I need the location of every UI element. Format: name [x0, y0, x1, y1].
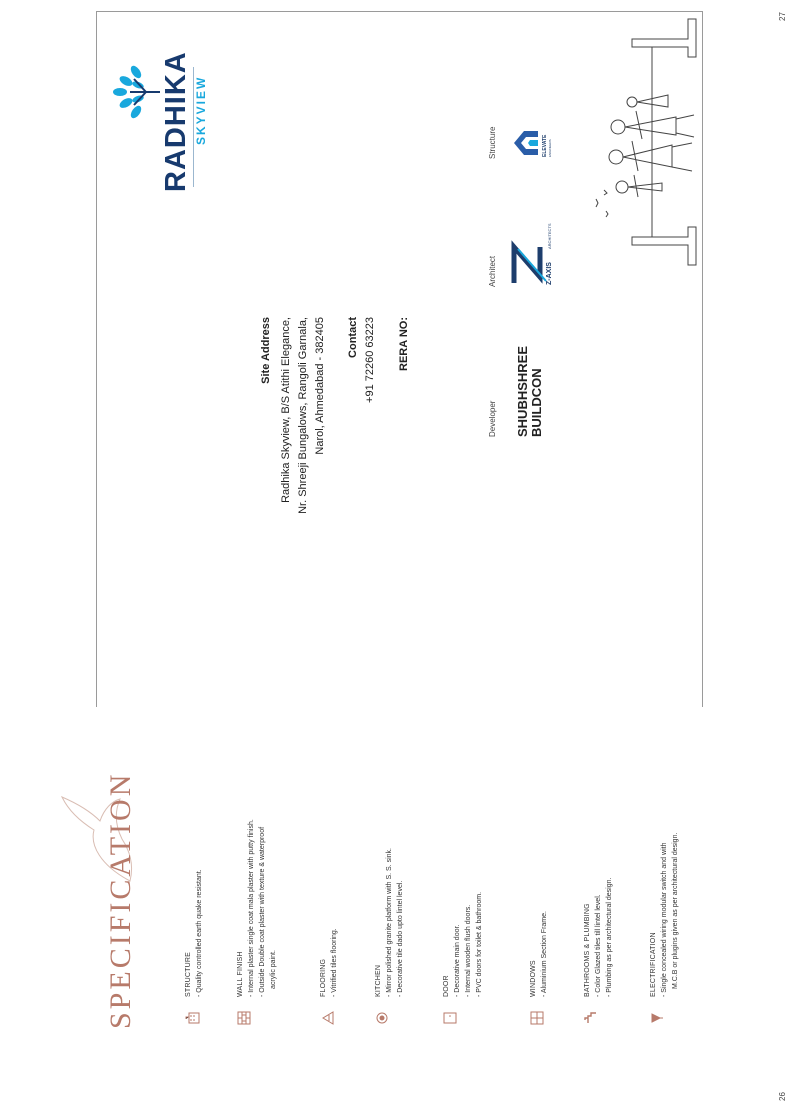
tap-icon	[584, 1011, 598, 1025]
developer-name-line-2: BUILDCON	[529, 368, 544, 437]
spec-heading: FLOORING	[320, 958, 327, 997]
spec-line: - Internal wooden flush doors.	[465, 904, 472, 997]
spec-heading: DOOR	[443, 975, 450, 997]
page-number-right: 27	[777, 12, 787, 21]
family-illustration	[592, 17, 702, 267]
structure-brand-text: ELEVATE	[542, 134, 548, 157]
spec-heading: KITCHEN	[375, 964, 382, 997]
site-address-line-3: Narol, Ahmedabad - 382405	[314, 317, 326, 455]
flooring-icon	[320, 1011, 334, 1025]
developer-label: Developer	[488, 400, 497, 437]
architect-label: Architect	[488, 255, 497, 287]
structure-sub-text: ENGINEERS	[548, 139, 552, 157]
spec-line: - Quality controlled earth quake resistant.	[196, 869, 203, 997]
structure-logo	[510, 109, 552, 159]
spec-heading: STRUCTURE	[185, 952, 192, 997]
spec-line: - PVC doors for toilet & bathroom.	[476, 891, 483, 997]
wall-icon	[237, 1011, 251, 1025]
site-address-heading: Site Address	[260, 317, 272, 384]
architect-logo	[510, 217, 552, 287]
architect-sub-text: ARCHITECTS	[547, 223, 552, 249]
spec-line: acrylic paint.	[270, 950, 277, 989]
logo-sub-text: SKYVIEW	[194, 75, 208, 145]
tree-logo-icon	[112, 57, 162, 127]
architect-brand-text: Z-AXIS	[546, 262, 553, 285]
structure-label: Structure	[488, 126, 497, 159]
spec-line: - Vitrified tiles flooring.	[331, 928, 338, 997]
contact-heading: Contact	[347, 317, 359, 358]
plug-icon	[650, 1011, 664, 1025]
building-icon	[185, 1011, 199, 1025]
page-number-left: 26	[777, 1092, 787, 1101]
site-address-line-1: Radhika Skyview, B/S Atithi Elegance,	[280, 317, 292, 503]
door-icon	[443, 1011, 457, 1025]
specification-title: SPECIFICATION	[104, 771, 137, 1029]
frame-line-right	[96, 11, 702, 12]
rera-number: RERA NO:	[398, 317, 410, 371]
spec-line: - Decorative main door.	[454, 924, 461, 997]
spec-heading: BATHROOMS & PLUMBING	[584, 903, 591, 997]
spec-line: - Decorative tile dado upto lintel level.	[397, 880, 404, 997]
spec-line: - Single concealed wiring modular switch and with	[661, 842, 668, 997]
site-address-line-2: Nr. Shreeji Bungalows, Rangoli Garnala,	[297, 317, 309, 514]
developer-logo	[516, 346, 544, 437]
frame-line-bottom	[702, 11, 703, 707]
kitchen-icon	[375, 1011, 389, 1025]
spec-line: - Internal plaster single coat mala plaster with putty finish.	[248, 819, 255, 997]
spec-line: - Outside Double coat plaster with texture & waterproof	[259, 826, 266, 997]
spec-heading: ELECTRIFICATION	[650, 932, 657, 997]
frame-line-top	[96, 11, 97, 707]
spec-line: M.C.B or plugins given as per architectural design.	[672, 832, 679, 989]
developer-name-line-1: SHUBHSHREE	[515, 345, 530, 437]
spec-line: - Aluminium Section Frame.	[541, 911, 548, 997]
spec-line: - Plumbing as per architectural design.	[606, 877, 613, 997]
spec-heading: WALL FINISH	[237, 951, 244, 997]
spec-line: - Mirror polished granite platform with S. S. sink.	[386, 848, 393, 997]
window-icon	[530, 1011, 544, 1025]
logo-brand-text: RADHIKA	[160, 51, 192, 192]
contact-phone: +91 72260 63223	[364, 317, 376, 403]
spec-heading: WINDOWS	[530, 960, 537, 997]
spec-line: - Color Glazed tiles till lintel level.	[595, 894, 602, 997]
